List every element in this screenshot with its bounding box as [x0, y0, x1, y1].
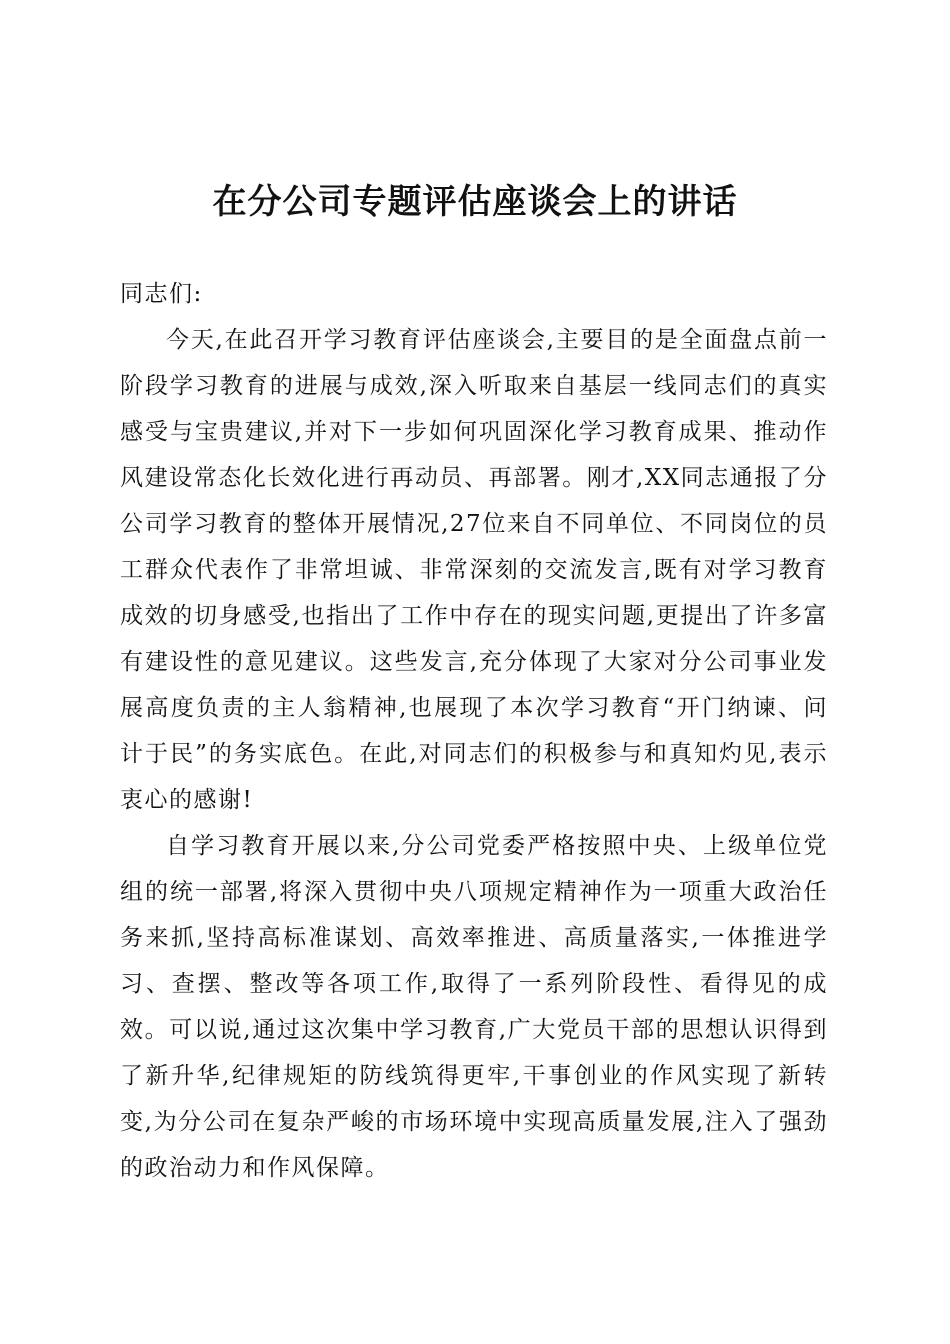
speech-body — [120, 271, 828, 1191]
paragraph-1: 今天,在此召开学习教育评估座谈会,主要目的是全面盘点前一阶段学习教育的进展与成效,深入听取来自基层一线同志们的真实感受与宝贵建议,并对下一步如何巩固深化学习教育成果、推动作风建设常态化长效化进行再动员、再部署。刚才,XX同志通报了分公司学习教育的整体开展情况,27位来自不同单位、不同岗位的员工群众代表作了非常坦诚、非常深刻的交流发言,既有对学习教育成效的切身感受,也指出了工作中存在的现实问题,更提出了许多富有建设性的意见建议。这些发言,充分体现了大家对分公司事业发展高度负责的主人翁精神,也展现了本次学习教育“开门纳谏、问计于民”的务实底色。在此,对同志们的积极参与和真知灼见,表示衷心的感谢! — [120, 327, 828, 813]
paragraph-2: 自学习教育开展以来,分公司党委严格按照中央、上级单位党组的统一部署,将深入贯彻中央八项规定精神作为一项重大政治任务来抓,坚持高标准谋划、高效率推进、高质量落实,一体推进学习、查摆、整改等各项工作,取得了一系列阶段性、看得见的成效。可以说,通过这次集中学习教育,广大党员干部的思想认识得到了新升华,纪律规矩的防线筑得更牢,干事创业的作风实现了新转变,为分公司在复杂严峻的市场环境中实现高质量发展,注入了强劲的政治动力和作风保障。 — [120, 833, 828, 1181]
document-title: 在分公司专题评估座谈会上的讲话 — [212, 182, 738, 222]
salutation: 同志们: — [120, 281, 203, 307]
